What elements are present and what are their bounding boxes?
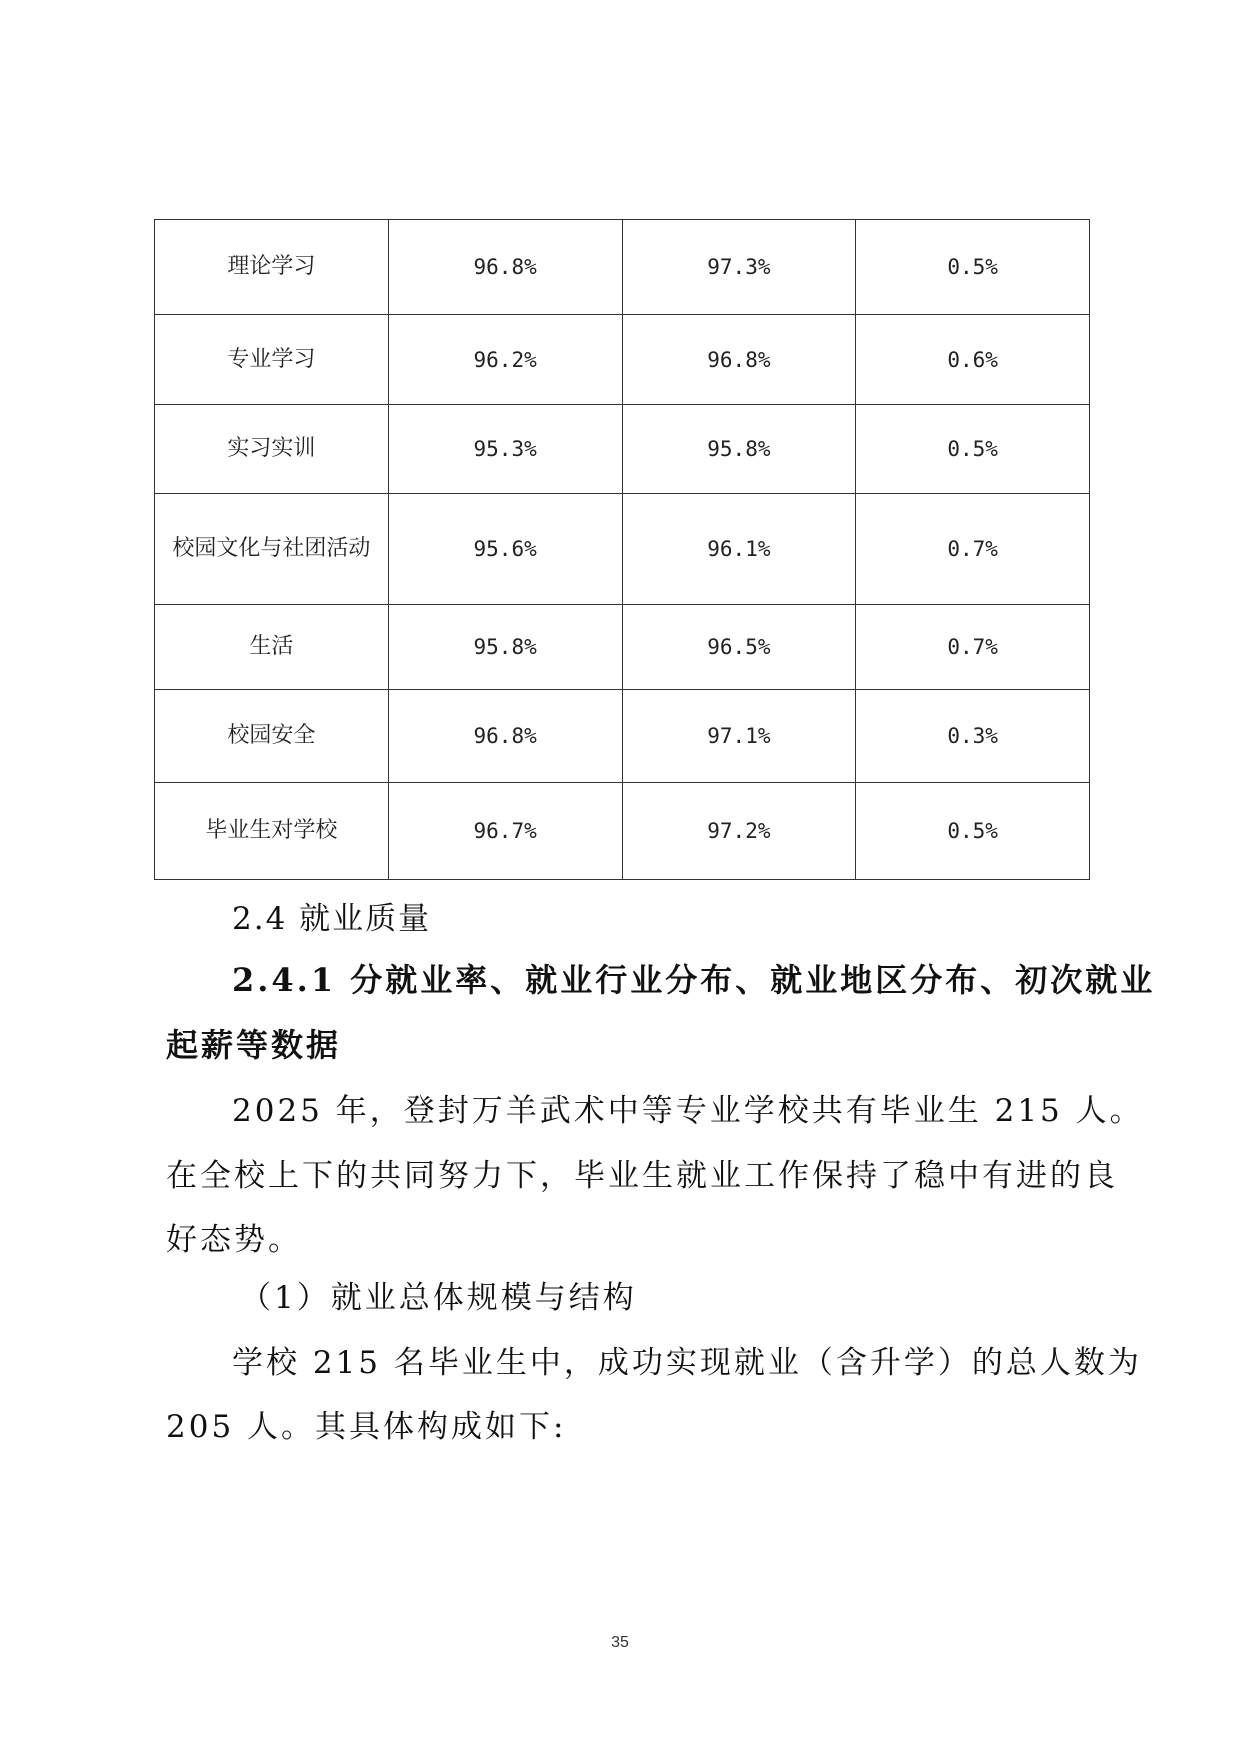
table-cell-value: 0.3% bbox=[856, 690, 1090, 783]
paragraph-line: 在全校上下的共同努力下，毕业生就业工作保持了稳中有进的良 bbox=[166, 1158, 1118, 1194]
table-row bbox=[155, 690, 1090, 783]
table-cell-value: 0.5% bbox=[856, 405, 1090, 494]
paragraph-line: 205 人。其具体构成如下: bbox=[166, 1409, 567, 1445]
table-cell-value: 96.8% bbox=[622, 315, 856, 405]
table-cell-item: 校园安全 bbox=[155, 690, 389, 783]
section-heading-2-4: 2.4 就业质量 bbox=[232, 901, 432, 937]
table-cell-value: 97.1% bbox=[622, 690, 856, 783]
table-cell-value: 96.8% bbox=[388, 220, 622, 315]
table-cell-value: 96.8% bbox=[388, 690, 622, 783]
paragraph-line: 学校 215 名毕业生中，成功实现就业（含升学）的总人数为 bbox=[232, 1345, 1142, 1381]
paragraph-line: 好态势。 bbox=[166, 1222, 302, 1258]
table-row bbox=[155, 315, 1090, 405]
table-cell-value: 0.5% bbox=[856, 220, 1090, 315]
satisfaction-table bbox=[154, 219, 1090, 880]
table-cell-item: 校园文化与社团活动 bbox=[155, 494, 389, 605]
page-number: 35 bbox=[611, 1634, 629, 1651]
table-cell-item: 生活 bbox=[155, 605, 389, 690]
table-cell-value: 96.2% bbox=[388, 315, 622, 405]
table-cell-value: 97.2% bbox=[622, 783, 856, 880]
table-cell-value: 0.6% bbox=[856, 315, 1090, 405]
table-cell-value: 0.7% bbox=[856, 605, 1090, 690]
table-cell-value: 0.5% bbox=[856, 783, 1090, 880]
table-row bbox=[155, 494, 1090, 605]
table-cell-value: 96.7% bbox=[388, 783, 622, 880]
section-heading-2-4-1-line1: 2.4.1 分就业率、就业行业分布、就业地区分布、初次就业 bbox=[232, 961, 1156, 999]
table-row bbox=[155, 783, 1090, 880]
table-cell-value: 96.5% bbox=[622, 605, 856, 690]
table-cell-value: 95.8% bbox=[388, 605, 622, 690]
table-cell-value: 95.3% bbox=[388, 405, 622, 494]
section-heading-2-4-1-line2: 起薪等数据 bbox=[166, 1026, 342, 1064]
table-cell-item: 理论学习 bbox=[155, 220, 389, 315]
table-cell-item: 专业学习 bbox=[155, 315, 389, 405]
paragraph-line: 2025 年，登封万羊武术中等专业学校共有毕业生 215 人。 bbox=[232, 1093, 1144, 1129]
table-cell-value: 0.7% bbox=[856, 494, 1090, 605]
table-cell-value: 96.1% bbox=[622, 494, 856, 605]
table-row bbox=[155, 220, 1090, 315]
table-cell-item: 实习实训 bbox=[155, 405, 389, 494]
table-cell-value: 95.6% bbox=[388, 494, 622, 605]
table-cell-value: 97.3% bbox=[622, 220, 856, 315]
table-row bbox=[155, 405, 1090, 494]
subheading: （1）就业总体规模与结构 bbox=[240, 1280, 637, 1316]
table-row bbox=[155, 605, 1090, 690]
table-cell-item: 毕业生对学校 bbox=[155, 783, 389, 880]
table-cell-value: 95.8% bbox=[622, 405, 856, 494]
